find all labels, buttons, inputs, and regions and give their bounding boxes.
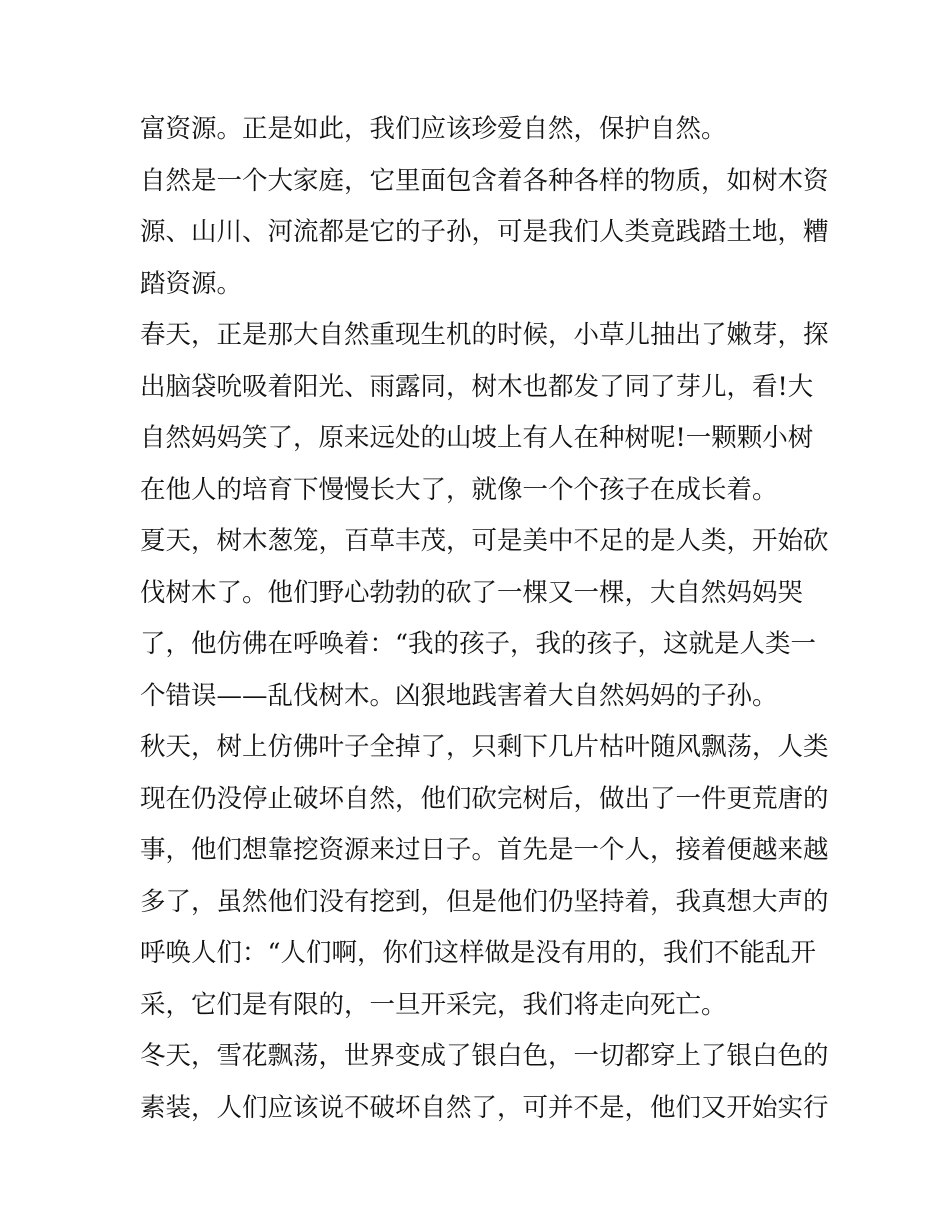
text-line: 源、山川、河流都是它的子孙，可是我们人类竟践踏土地，糟: [140, 217, 829, 247]
text-line: 春天，正是那大自然重现生机的时候，小草儿抽出了嫩芽，探: [140, 320, 829, 350]
text-line: 了，他仿佛在呼唤着：“我的孩子，我的孩子，这就是人类一: [140, 629, 817, 659]
text-line: 夏天，树木葱笼，百草丰茂，可是美中不足的是人类，开始砍: [140, 526, 829, 556]
text-line: 伐树木了。他们野心勃勃的砍了一棵又一棵，大自然妈妈哭: [140, 577, 804, 608]
text-line: 采，它们是有限的，一旦开采完，我们将走向死亡。: [140, 989, 727, 1020]
text-line: 现在仍没停止破坏自然，他们砍完树后，做出了一件更荒唐的: [140, 783, 829, 814]
document-body: [140, 104, 830, 1134]
text-line: 出脑袋吮吸着阳光、雨露同，树木也都发了同了芽儿，看!大: [140, 371, 814, 402]
text-line: 富资源。正是如此，我们应该珍爱自然，保护自然。: [140, 114, 727, 144]
text-line: 多了，虽然他们没有挖到，但是他们仍坚持着，我真想大声的: [140, 886, 829, 917]
text-line: 踏资源。: [140, 268, 243, 299]
text-line: 在他人的培育下慢慢长大了，就像一个个孩子在成长着。: [140, 474, 778, 505]
text-line: 呼唤人们：“人们啊，你们这样做是没有用的，我们不能乱开: [140, 938, 817, 968]
text-line: 素装，人们应该说不破坏自然了，可并不是，他们又开始实行: [140, 1092, 829, 1123]
text-line: 个错误——乱伐树木。凶狠地践害着大自然妈妈的子孙。: [140, 680, 778, 711]
text-line: 秋天，树上仿佛叶子全掉了，只剩下几片枯叶随风飘荡，人类: [140, 732, 829, 762]
text-line: 冬天，雪花飘荡，世界变成了银白色，一切都穿上了银白色的: [140, 1041, 829, 1071]
text-line: 事，他们想靠挖资源来过日子。首先是一个人，接着便越来越: [140, 835, 829, 865]
text-line: 自然妈妈笑了，原来远处的山坡上有人在种树呢!一颗颗小树: [140, 423, 814, 453]
text-line: 自然是一个大家庭，它里面包含着各种各样的物质，如树木资: [140, 165, 829, 196]
